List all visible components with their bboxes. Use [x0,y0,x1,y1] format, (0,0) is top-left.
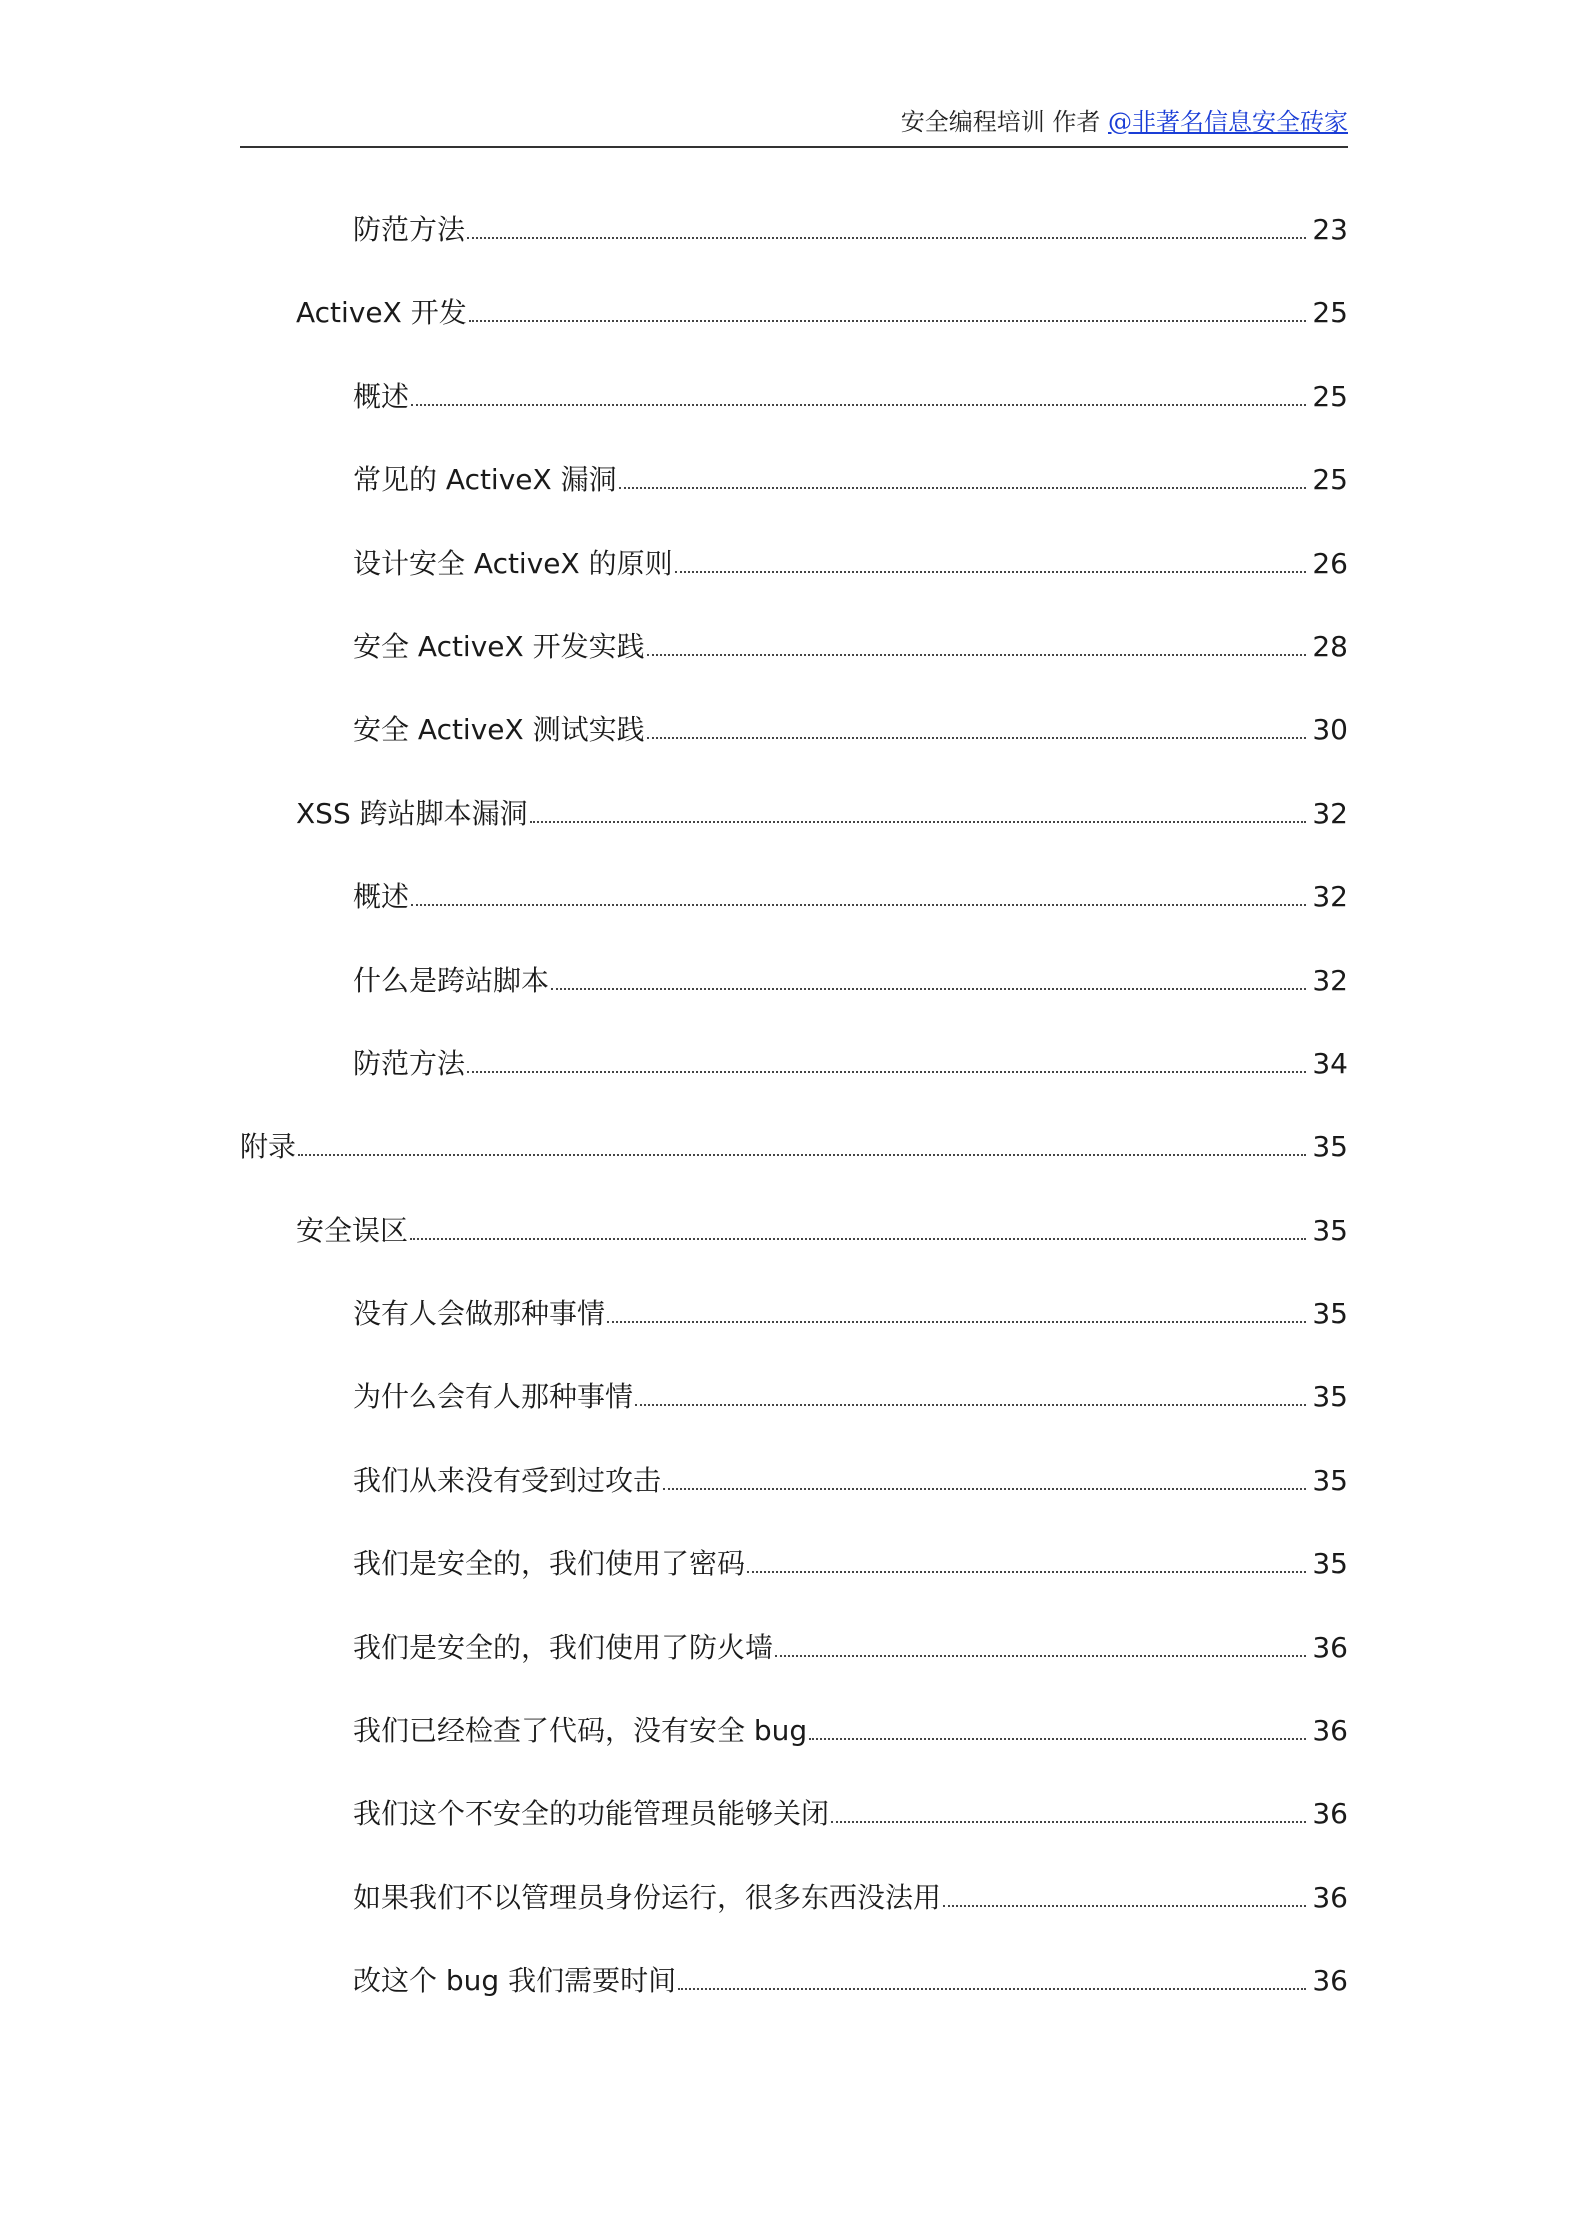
toc-entry[interactable] [240,627,1348,710]
dot-leader [678,1987,1306,1990]
toc-entry[interactable] [240,1044,1348,1127]
toc-entry-title: ActiveX 开发 [296,296,467,330]
toc-entry[interactable] [240,1878,1348,1961]
dot-leader [647,653,1307,656]
dot-leader [551,987,1306,990]
toc-entry[interactable] [240,710,1348,793]
toc-entry-title: 如果我们不以管理员身份运行，很多东西没法用 [353,1880,942,1914]
toc-entry[interactable] [240,1544,1348,1627]
dot-leader [943,1904,1306,1907]
toc-entry-page-number: 35 [1312,1213,1348,1247]
toc-entry-page-number: 36 [1312,1630,1348,1664]
toc-entry-page-number: 36 [1312,1714,1348,1748]
dot-leader [411,403,1306,406]
toc-entry-title: 设计安全 ActiveX 的原则 [353,546,673,580]
toc-entry-page-number: 26 [1312,546,1348,580]
toc-entry-title: 为什么会有人那种事情 [353,1380,634,1414]
toc-entry[interactable] [240,377,1348,460]
dot-leader [619,486,1307,489]
toc-entry-page-number: 32 [1312,963,1348,997]
dot-leader [747,1570,1306,1573]
toc-entry[interactable] [240,1127,1348,1210]
dot-leader [298,1153,1306,1156]
toc-entry[interactable] [240,293,1348,376]
toc-entry-title: 概述 [353,379,410,413]
toc-entry-title: 常见的 ActiveX 漏洞 [353,463,617,497]
toc-entry[interactable] [240,1628,1348,1711]
toc-entry-title: 安全误区 [296,1213,409,1247]
toc-entry[interactable] [240,1961,1348,2044]
toc-entry-page-number: 34 [1312,1046,1348,1080]
header-rule [240,146,1348,148]
toc-entry-title: XSS 跨站脚本漏洞 [296,796,528,830]
toc-entry-page-number: 35 [1312,1130,1348,1164]
dot-leader [410,1237,1306,1240]
dot-leader [607,1320,1306,1323]
toc-entry[interactable] [240,1711,1348,1794]
toc-entry-page-number: 35 [1312,1547,1348,1581]
header-title: 安全编程培训 作者 [900,108,1108,136]
toc-entry[interactable] [240,460,1348,543]
toc-entry[interactable] [240,210,1348,293]
toc-entry-title: 防范方法 [353,213,466,246]
toc-entry-page-number: 36 [1312,1964,1348,1998]
author-link[interactable]: @非著名信息安全砖家 [1108,108,1348,136]
dot-leader [647,736,1307,739]
toc-entry-page-number: 28 [1312,629,1348,663]
toc-entry-page-number: 35 [1312,1380,1348,1414]
toc-entry-page-number: 36 [1312,1797,1348,1831]
dot-leader [809,1737,1306,1740]
toc-entry-title: 什么是跨站脚本 [353,963,550,997]
toc-entry-page-number: 35 [1312,1297,1348,1331]
dot-leader [635,1403,1306,1406]
toc-entry-page-number: 25 [1312,463,1348,497]
toc-entry-page-number: 23 [1312,213,1348,246]
dot-leader [675,570,1307,573]
dot-leader [411,903,1306,906]
toc-entry-title: 没有人会做那种事情 [353,1297,606,1331]
dot-leader [663,1487,1306,1490]
toc-entry-title: 安全 ActiveX 开发实践 [353,629,645,663]
toc-entry-page-number: 32 [1312,880,1348,914]
dot-leader [469,319,1307,322]
dot-leader [775,1654,1306,1657]
toc-entry[interactable] [240,1294,1348,1377]
toc-entry-page-number: 25 [1312,379,1348,413]
toc-entry-page-number: 32 [1312,796,1348,830]
toc-entry[interactable] [240,1211,1348,1294]
toc-entry[interactable] [240,961,1348,1044]
dot-leader [467,1070,1306,1073]
toc-entry-title: 我们已经检查了代码，没有安全 bug [353,1714,808,1748]
toc-entry-title: 附录 [240,1130,297,1164]
toc-entry[interactable] [240,1377,1348,1460]
toc-entry-title: 我们从来没有受到过攻击 [353,1463,662,1497]
toc-entry-title: 我们这个不安全的功能管理员能够关闭 [353,1797,830,1831]
toc-entry-title: 安全 ActiveX 测试实践 [353,713,645,747]
toc-entry-title: 概述 [353,880,410,914]
toc-entry-title: 我们是安全的，我们使用了防火墙 [353,1630,774,1664]
toc-entry[interactable] [240,794,1348,877]
toc-entry-title: 改这个 bug 我们需要时间 [353,1964,677,1998]
table-of-contents [240,210,1348,2045]
toc-entry[interactable] [240,1461,1348,1544]
toc-entry-page-number: 30 [1312,713,1348,747]
dot-leader [530,820,1307,823]
toc-entry-title: 防范方法 [353,1046,466,1080]
toc-entry-page-number: 36 [1312,1880,1348,1914]
running-header [240,102,1348,137]
dot-leader [831,1820,1306,1823]
toc-entry[interactable] [240,1794,1348,1877]
toc-entry[interactable] [240,877,1348,960]
toc-entry[interactable] [240,544,1348,627]
toc-entry-title: 我们是安全的，我们使用了密码 [353,1547,746,1581]
toc-entry-page-number: 25 [1312,296,1348,330]
dot-leader [467,236,1306,239]
toc-entry-page-number: 35 [1312,1463,1348,1497]
